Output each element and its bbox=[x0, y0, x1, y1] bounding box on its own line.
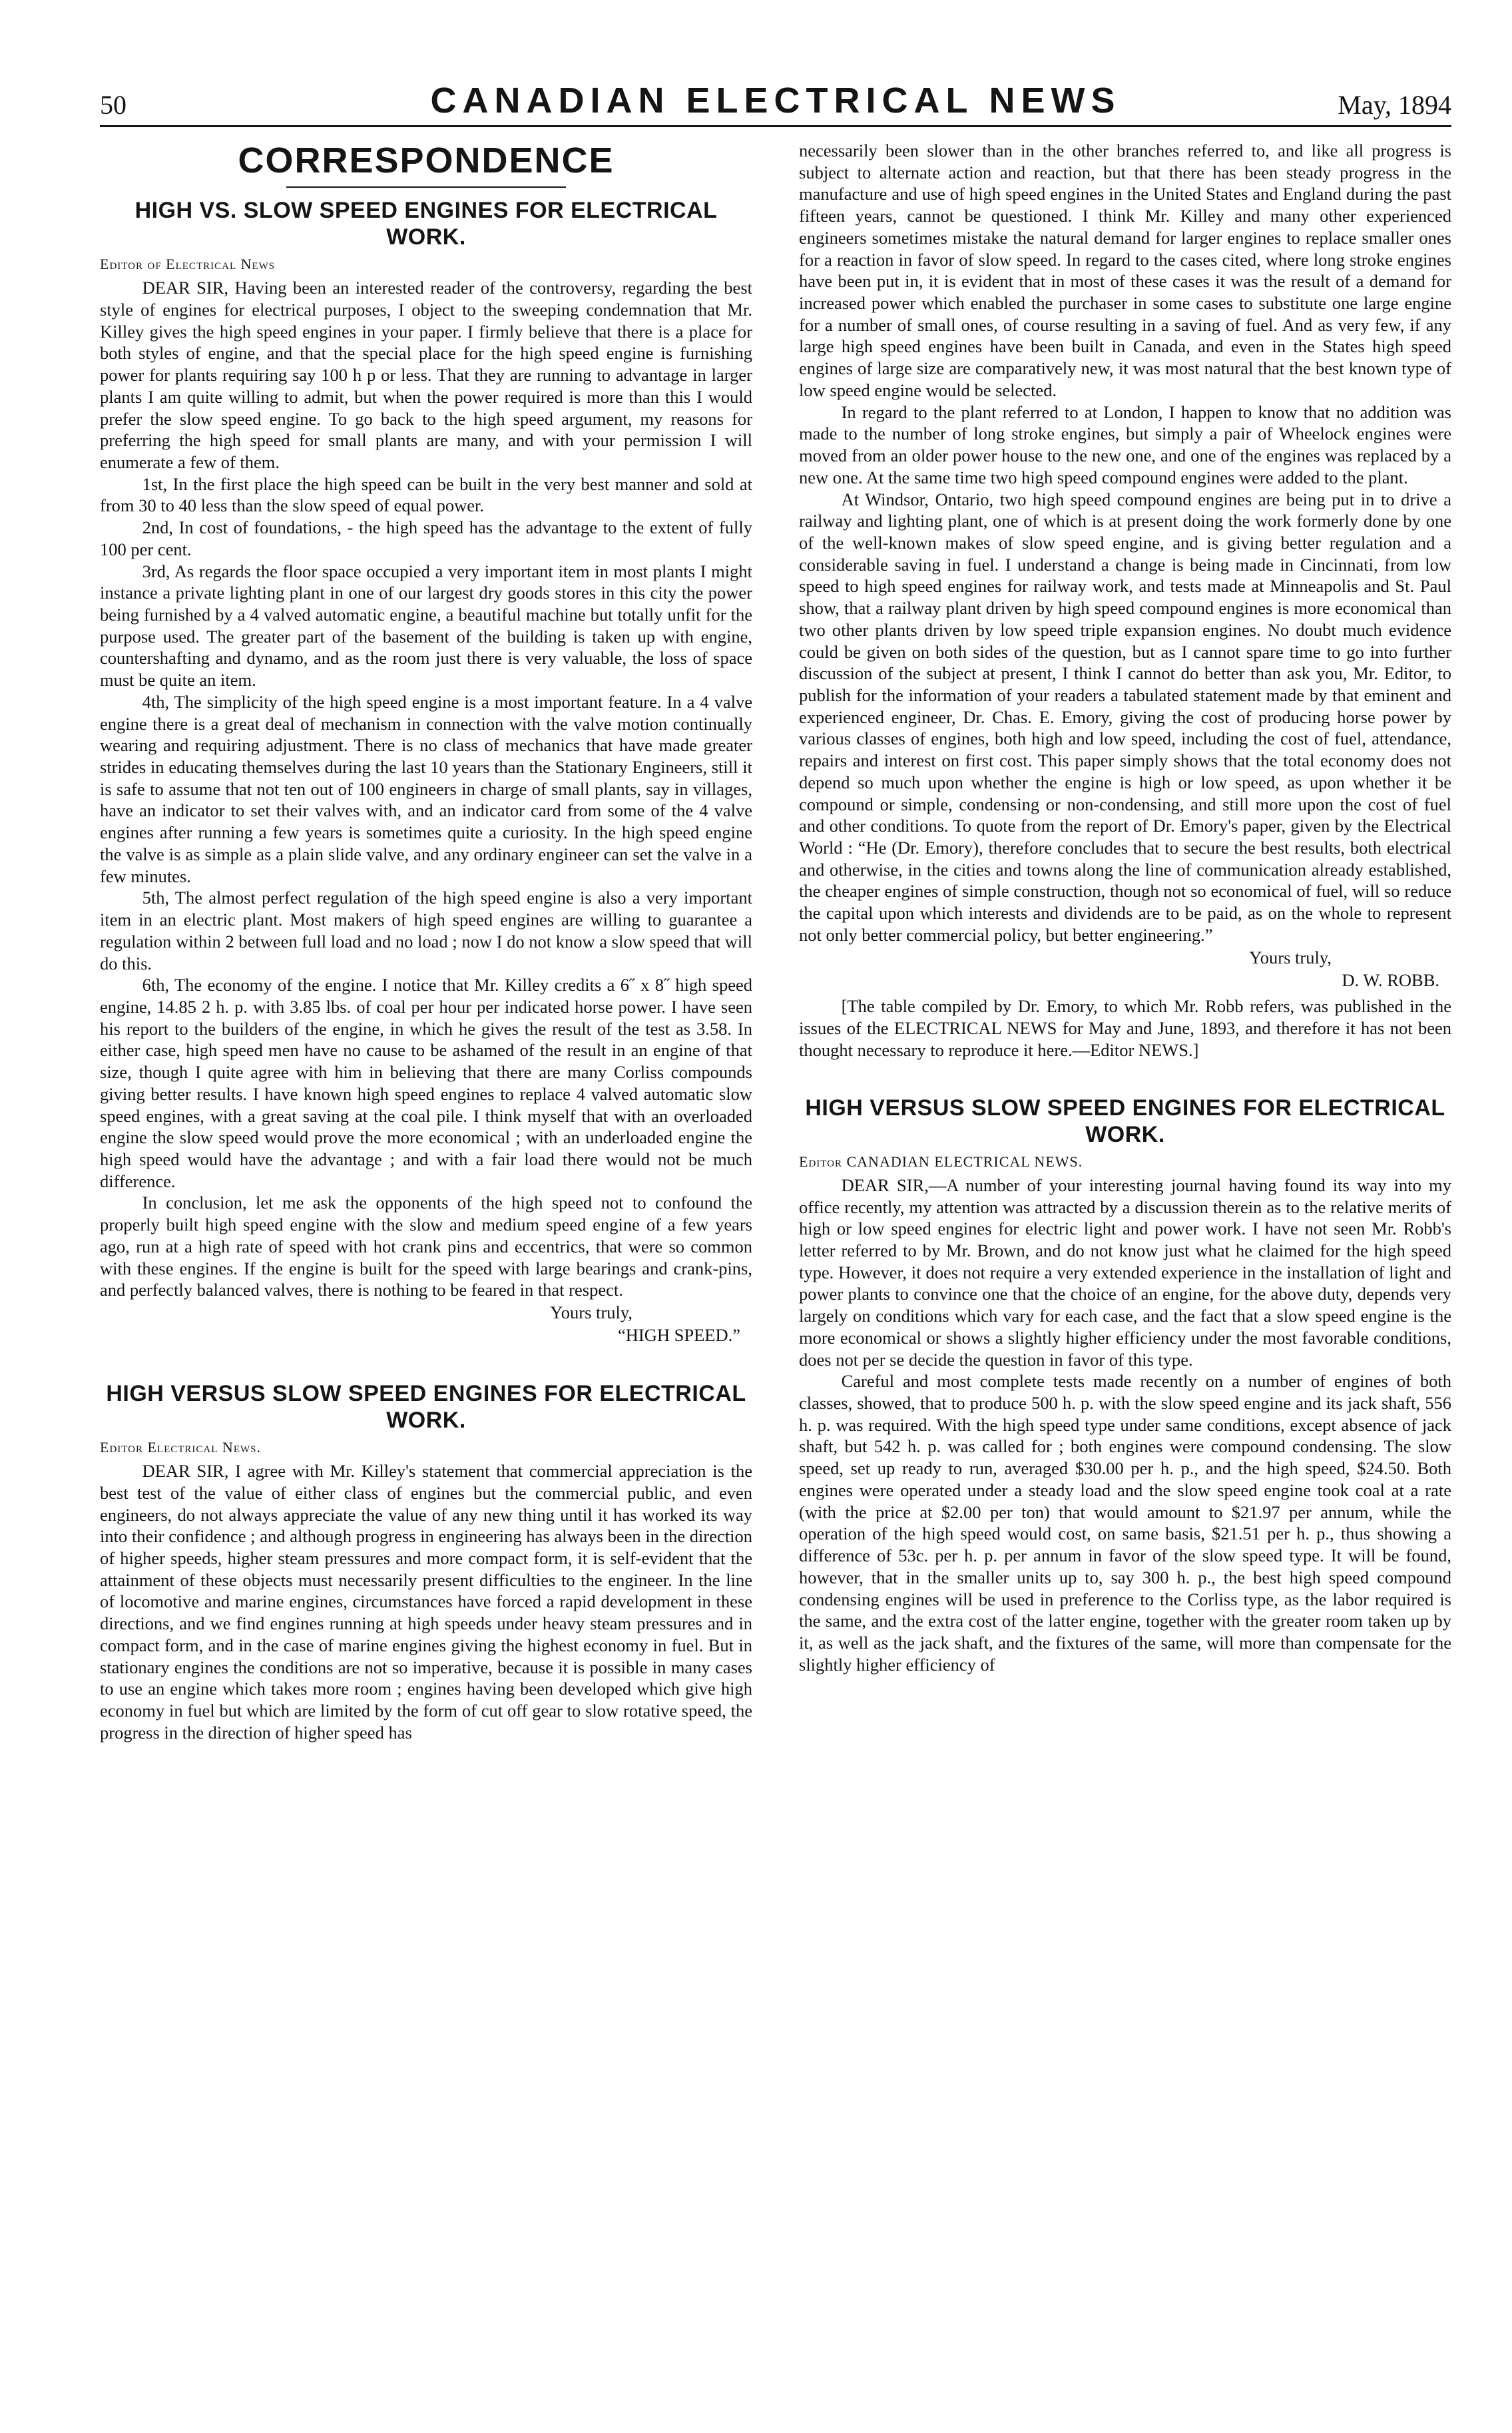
signature: D. W. ROBB. bbox=[1342, 970, 1439, 991]
article-paragraph: necessarily been slower than in the other branches referred to, and like all progress is subject to alternate action and reaction, but that there has been steady progress in the manufacture and use of high speed engines in the United States and England during the past fifteen years, cannot be questioned. I think Mr. Killey and many other experienced engineers sometimes mistake the natural demand for larger engines to replace smaller ones for a reaction in favor of slow speed. In regard to the cases cited, where long stroke engines have been put in, it is evident that in most of these cases it was the result of a demand for increased power which enabled the purchaser in some cases to substitute one large engine for a number of small ones, of course resulting in a saving of fuel. And as very few, if any large high speed engines have been built in Canada, and even in the States high speed engines of large size are comparatively new, it was most natural that the best known type of low speed engine would be selected. bbox=[799, 140, 1451, 400]
article-salutation-line: Editor of Electrical News bbox=[100, 256, 276, 273]
issue-date: May, 1894 bbox=[1338, 90, 1451, 120]
article-paragraph: In conclusion, let me ask the opponents of the high speed not to confound the properly built high speed engine with the slow and medium speed engine of a few years ago, run at a high rate of speed with hot crank pins and eccentrics, that were so common with these engines. If the engine is built for the speed with large bearings and crank-pins, and perfectly balanced valves, there is nothing to be feared in that respect. bbox=[100, 1193, 752, 1300]
article-salutation-line: Editor Electrical News. bbox=[100, 1439, 261, 1456]
article-title: HIGH VERSUS SLOW SPEED ENGINES FOR ELECTRICAL WORK. bbox=[106, 1380, 746, 1433]
article-paragraph: Careful and most complete tests made recently on a number of engines of both classes, showed, that to produce 500 h. p. with the slow speed engine and its jack shaft, 556 h. p. was required. With the high speed type under same conditions, except absence of jack shaft, but 542 h. p. was called for ; both engines were compound condensing. The slow speed, set up ready to run, averaged $30.00 per h. p., and the high speed, $24.50. Both engines were operated under a steady load and the slow speed engine took coal at a rate (with the price at $2.00 per ton) that would amount to $21.97 per annum, while the operation of the high speed would cost, on same basis, $21.51 per h. p., thus showing a difference of 53c. per h. p. per annum in favor of the slow speed type. It will be found, however, that in the smaller units up to, say 300 h. p., the best high speed compound condensing engines will be used in preference to the Corliss type, as the labor required is the same, and the extra cost of the latter engine, together with the greater room taken up by it, as well as the jack shaft, and the fixtures of the same, will more than compensate for the slightly higher efficiency of bbox=[799, 1371, 1451, 1675]
article-paragraph: DEAR SIR,—A number of your interesting journal having found its way into my office recently, my attention was attracted by a discussion therein as to the relative merits of high or low speed engines for electric light and power work. I have not seen Mr. Robb's letter referred to by Mr. Brown, and do not know just what he claimed for the high speed type. However, it does not require a very extended experience in the installation of light and power plants to convince one that the choice of an engine, for the above duty, depends very largely on conditions which vary for each case, and the fact that a slow speed engine is the more economical or shows a slightly higher efficiency under the most favorable conditions, does not per se decide the question in favor of this type. bbox=[799, 1175, 1451, 1370]
masthead bbox=[100, 75, 1451, 128]
article-paragraph: 2nd, In cost of foundations, - the high speed has the advantage to the extent of fully 100 per cent. bbox=[100, 517, 752, 559]
article-paragraph: In regard to the plant referred to at London, I happen to know that no addition was made to the number of long stroke engines, but simply a pair of Wheelock engines were moved from an older power house to the new one, and one of the engines was replaced by a new one. At the same time two high speed compound engines were added to the plant. bbox=[799, 402, 1451, 487]
article-paragraph: 3rd, As regards the floor space occupied a very important item in most plants I might instance a private lighting plant in one of our largest dry goods stores in this city the power being furnished by a 4 valved automatic engine, a beautiful machine but totally unfit for the purpose used. The greater part of the basement of the building is taken up with engine, countershafting and dynamo, and as the room just there is very valuable, the loss of space must be quite an item. bbox=[100, 561, 752, 690]
article-paragraph: DEAR SIR, Having been an interested reader of the controversy, regarding the best style of engines for electrical purposes, I object to the sweeping condemnation that Mr. Killey gives the high speed engines in your paper. I firmly believe that there is a place for both styles of engine, and that the special place for the high speed engine is furnishing power for plants requiring say 100 h p or less. That they are running to advantage in larger plants I am quite willing to admit, but when the power required is more than this I would prefer the slow speed engine. To go back to the high speed argument, my reasons for preferring the high speed for small plants are many, and with your permission I will enumerate a few of them. bbox=[100, 278, 752, 472]
article-paragraph: 1st, In the first place the high speed can be built in the very best manner and sold at from 30 to 40 less than the slow speed of equal power. bbox=[100, 473, 752, 516]
article-paragraph: 5th, The almost perfect regulation of the high speed engine is also a very important item in an electric plant. Most makers of high speed engines are willing to guarantee a regulation within 2 between full load and no load ; now I do not know a slow speed that will do this. bbox=[100, 888, 752, 973]
article-paragraph: 4th, The simplicity of the high speed engine is a most important feature. In a 4 valve engine there is a great deal of mechanism in connection with the valve motion continually wearing and requiring adjustment. There is no class of mechanics that have made greater strides in educating themselves during the last 10 years than the Stationary Engineers, still it is safe to assume that not ten out of 100 engineers in charge of small plants, say in villages, have an indicator to set their valves with, and an indicator card from some of the 4 valve engines after running a few years is sometimes quite a curiosity. In the high speed engine the valve is as simple as a plain slide valve, and any ordinary engineer can set the valve in a few minutes. bbox=[100, 691, 752, 886]
article-title: HIGH VS. SLOW SPEED ENGINES FOR ELECTRICAL WORK. bbox=[134, 198, 718, 250]
article-salutation-line: Editor CANADIAN ELECTRICAL NEWS. bbox=[799, 1153, 1083, 1170]
article-paragraph: At Windsor, Ontario, two high speed compound engines are being put in to drive a railway and lighting plant, one of which is at present doing the work formerly done by one of the well-known makes of slow speed engine, and is giving better regulation and a considerable saving in fuel. I understand a change is being made in Cincinnati, from low speed to high speed engines for railway work, and tests made at Minneapolis and St. Paul show, that a railway plant driven by high speed compound engines is more economical than two other plants driven by low speed triple expansion engines. No doubt much evidence could be given on both sides of the question, but as I cannot spare time to go into further discussion of the subject at present, I think I cannot do better than ask you, Mr. Editor, to publish for the information of your readers a tabulated statement made by that eminent and experienced engineer, Dr. Chas. E. Emory, giving the cost of producing horse power by various classes of engines, both high and low speed, including the cost of fuel, attendance, repairs and interest on first cost. This paper simply shows that the total economy does not depend so much upon whether the engine is high or low speed, as upon whether it be compound or simple, condensing or non-condensing, and still more upon the cost of fuel and other conditions. To quote from the report of Dr. Emory's paper, given by the Electrical World : “He (Dr. Emory), therefore concludes that to secure the best results, both electrical and otherwise, in the cities and towns along the line of communication already established, the cheaper engines of simple construction, though not so economical of fuel, will so reduce the capital upon which interests and dividends are to be paid, as on the whole to represent not only better commercial policy, but better engineering.” bbox=[799, 489, 1451, 945]
letter-closing bbox=[100, 1301, 752, 1347]
left-column bbox=[100, 140, 752, 1743]
editor-note: [The table compiled by Dr. Emory, to which Mr. Robb refers, was published in the issues of the ELECTRICAL NEWS for May and June, 1893, and therefore it has not been thought necessary to reproduce it here.—Editor NEWS.] bbox=[799, 996, 1451, 1060]
spacer bbox=[100, 1347, 752, 1374]
article-paragraph: DEAR SIR, I agree with Mr. Killey's statement that commercial appreciation is the best test of the value of either class of engines but the commercial public, and even engineers, do not always appreciate the value of any new thing until it has worked its way into their confidence ; and although progress in engineering has always been in the direction of higher speeds, higher steam pressures and more compact form, it is self-evident that the attainment of these objects must necessarily present difficulties to the engineer. In the line of locomotive and marine engines, circumstances have forced a rapid development in these directions, and we find engines running at high speeds under heavy steam pressures and in compact form, and in the case of marine engines giving the highest economy in fuel. But in stationary engines the conditions are not so imperative, because it is possible in many cases to use an engine which takes more room ; engines having been developed which give high economy in fuel but which are limited by the form of cut off gear to slow rotative speed, the progress in the direction of higher speed has bbox=[100, 1461, 752, 1743]
right-column bbox=[799, 140, 1451, 1675]
article-title: HIGH VERSUS SLOW SPEED ENGINES FOR ELECTRICAL WORK. bbox=[805, 1095, 1445, 1147]
page-number: 50 bbox=[100, 90, 126, 120]
article-paragraph: 6th, The economy of the engine. I notice that Mr. Killey credits a 6˝ x 8˝ high speed engine, 14.85 2 h. p. with 3.85 lbs. of coal per hour per indicated horse power. I have seen his report to the builders of the engine, in which he gives the result of the test as 3.58. In either case, high speed men have no cause to be ashamed of the result in an engine of that size, though I quite agree with him in believing that there are many Corliss compounds giving better results. I have known high speed engines to replace 4 valved automatic slow speed engines, with a great saving at the coal pile. I think myself that with an overloaded engine the slow speed would prove the more economical ; with an underloaded engine the high speed would have the advantage ; and with a fair load there would not be much difference. bbox=[100, 975, 752, 1191]
section-title: CORRESPONDENCE bbox=[100, 140, 752, 188]
closing-phrase: Yours truly, bbox=[1249, 947, 1332, 967]
spacer bbox=[799, 1061, 1451, 1088]
closing-phrase: Yours truly, bbox=[550, 1302, 632, 1322]
masthead-rule bbox=[100, 125, 1451, 127]
signature: “HIGH SPEED.” bbox=[618, 1325, 740, 1346]
letter-closing bbox=[799, 946, 1451, 992]
publication-title: CANADIAN ELECTRICAL NEWS bbox=[430, 81, 1121, 121]
